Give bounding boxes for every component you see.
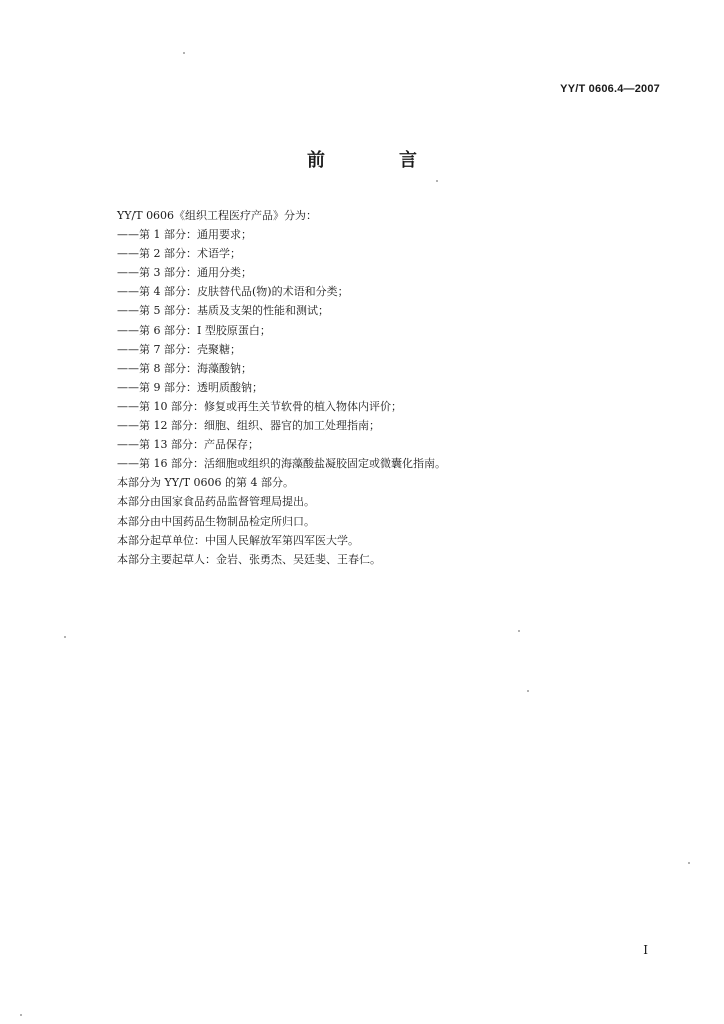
part-list-item: ——第 13 部分：产品保存； xyxy=(117,438,259,452)
scan-speck xyxy=(20,1014,22,1016)
page-title: 前 言 xyxy=(307,150,445,171)
intro-line: YY/T 0606《组织工程医疗产品》分为： xyxy=(117,209,318,222)
part-list-item: ——第 5 部分：基质及支架的性能和测试； xyxy=(117,304,329,318)
part-list-item: ——第 10 部分：修复或再生关节软骨的植入物体内评价； xyxy=(117,399,402,413)
statement-line: 本部分主要起草人：金岩、张勇杰、吴廷斐、王春仁。 xyxy=(117,552,381,566)
part-list-item: ——第 6 部分：I 型胶原蛋白； xyxy=(117,323,271,337)
statement-line: 本部分由国家食品药品监督管理局提出。 xyxy=(117,495,315,509)
part-list-item: ——第 1 部分：通用要求； xyxy=(117,228,252,242)
foreword-body xyxy=(117,206,677,569)
scan-speck xyxy=(518,630,520,632)
part-list-item: ——第 12 部分：细胞、组织、器官的加工处理指南； xyxy=(117,419,380,433)
statement-line: 本部分为 YY/T 0606 的第 4 部分。 xyxy=(117,476,295,490)
part-list-item: ——第 4 部分：皮肤替代品(物)的术语和分类； xyxy=(117,285,349,299)
scan-speck xyxy=(183,52,185,54)
scan-speck xyxy=(688,862,690,864)
scan-speck xyxy=(527,690,529,692)
part-list-item: ——第 7 部分：壳聚糖； xyxy=(117,342,241,356)
part-list-item: ——第 9 部分：透明质酸钠； xyxy=(117,380,263,394)
standard-number: YY/T 0606.4—2007 xyxy=(560,83,660,95)
part-list-item: ——第 3 部分：通用分类； xyxy=(117,266,252,280)
part-list-item: ——第 2 部分：术语学； xyxy=(117,247,241,261)
page-number: I xyxy=(643,943,648,957)
scan-speck xyxy=(64,636,66,638)
statement-line: 本部分起草单位：中国人民解放军第四军医大学。 xyxy=(117,533,359,547)
part-list-item: ——第 16 部分：活细胞或组织的海藻酸盐凝胶固定或微囊化指南。 xyxy=(117,457,446,471)
part-list-item: ——第 8 部分：海藻酸钠； xyxy=(117,361,252,375)
scan-speck xyxy=(436,180,438,182)
statement-line: 本部分由中国药品生物制品检定所归口。 xyxy=(117,514,315,528)
